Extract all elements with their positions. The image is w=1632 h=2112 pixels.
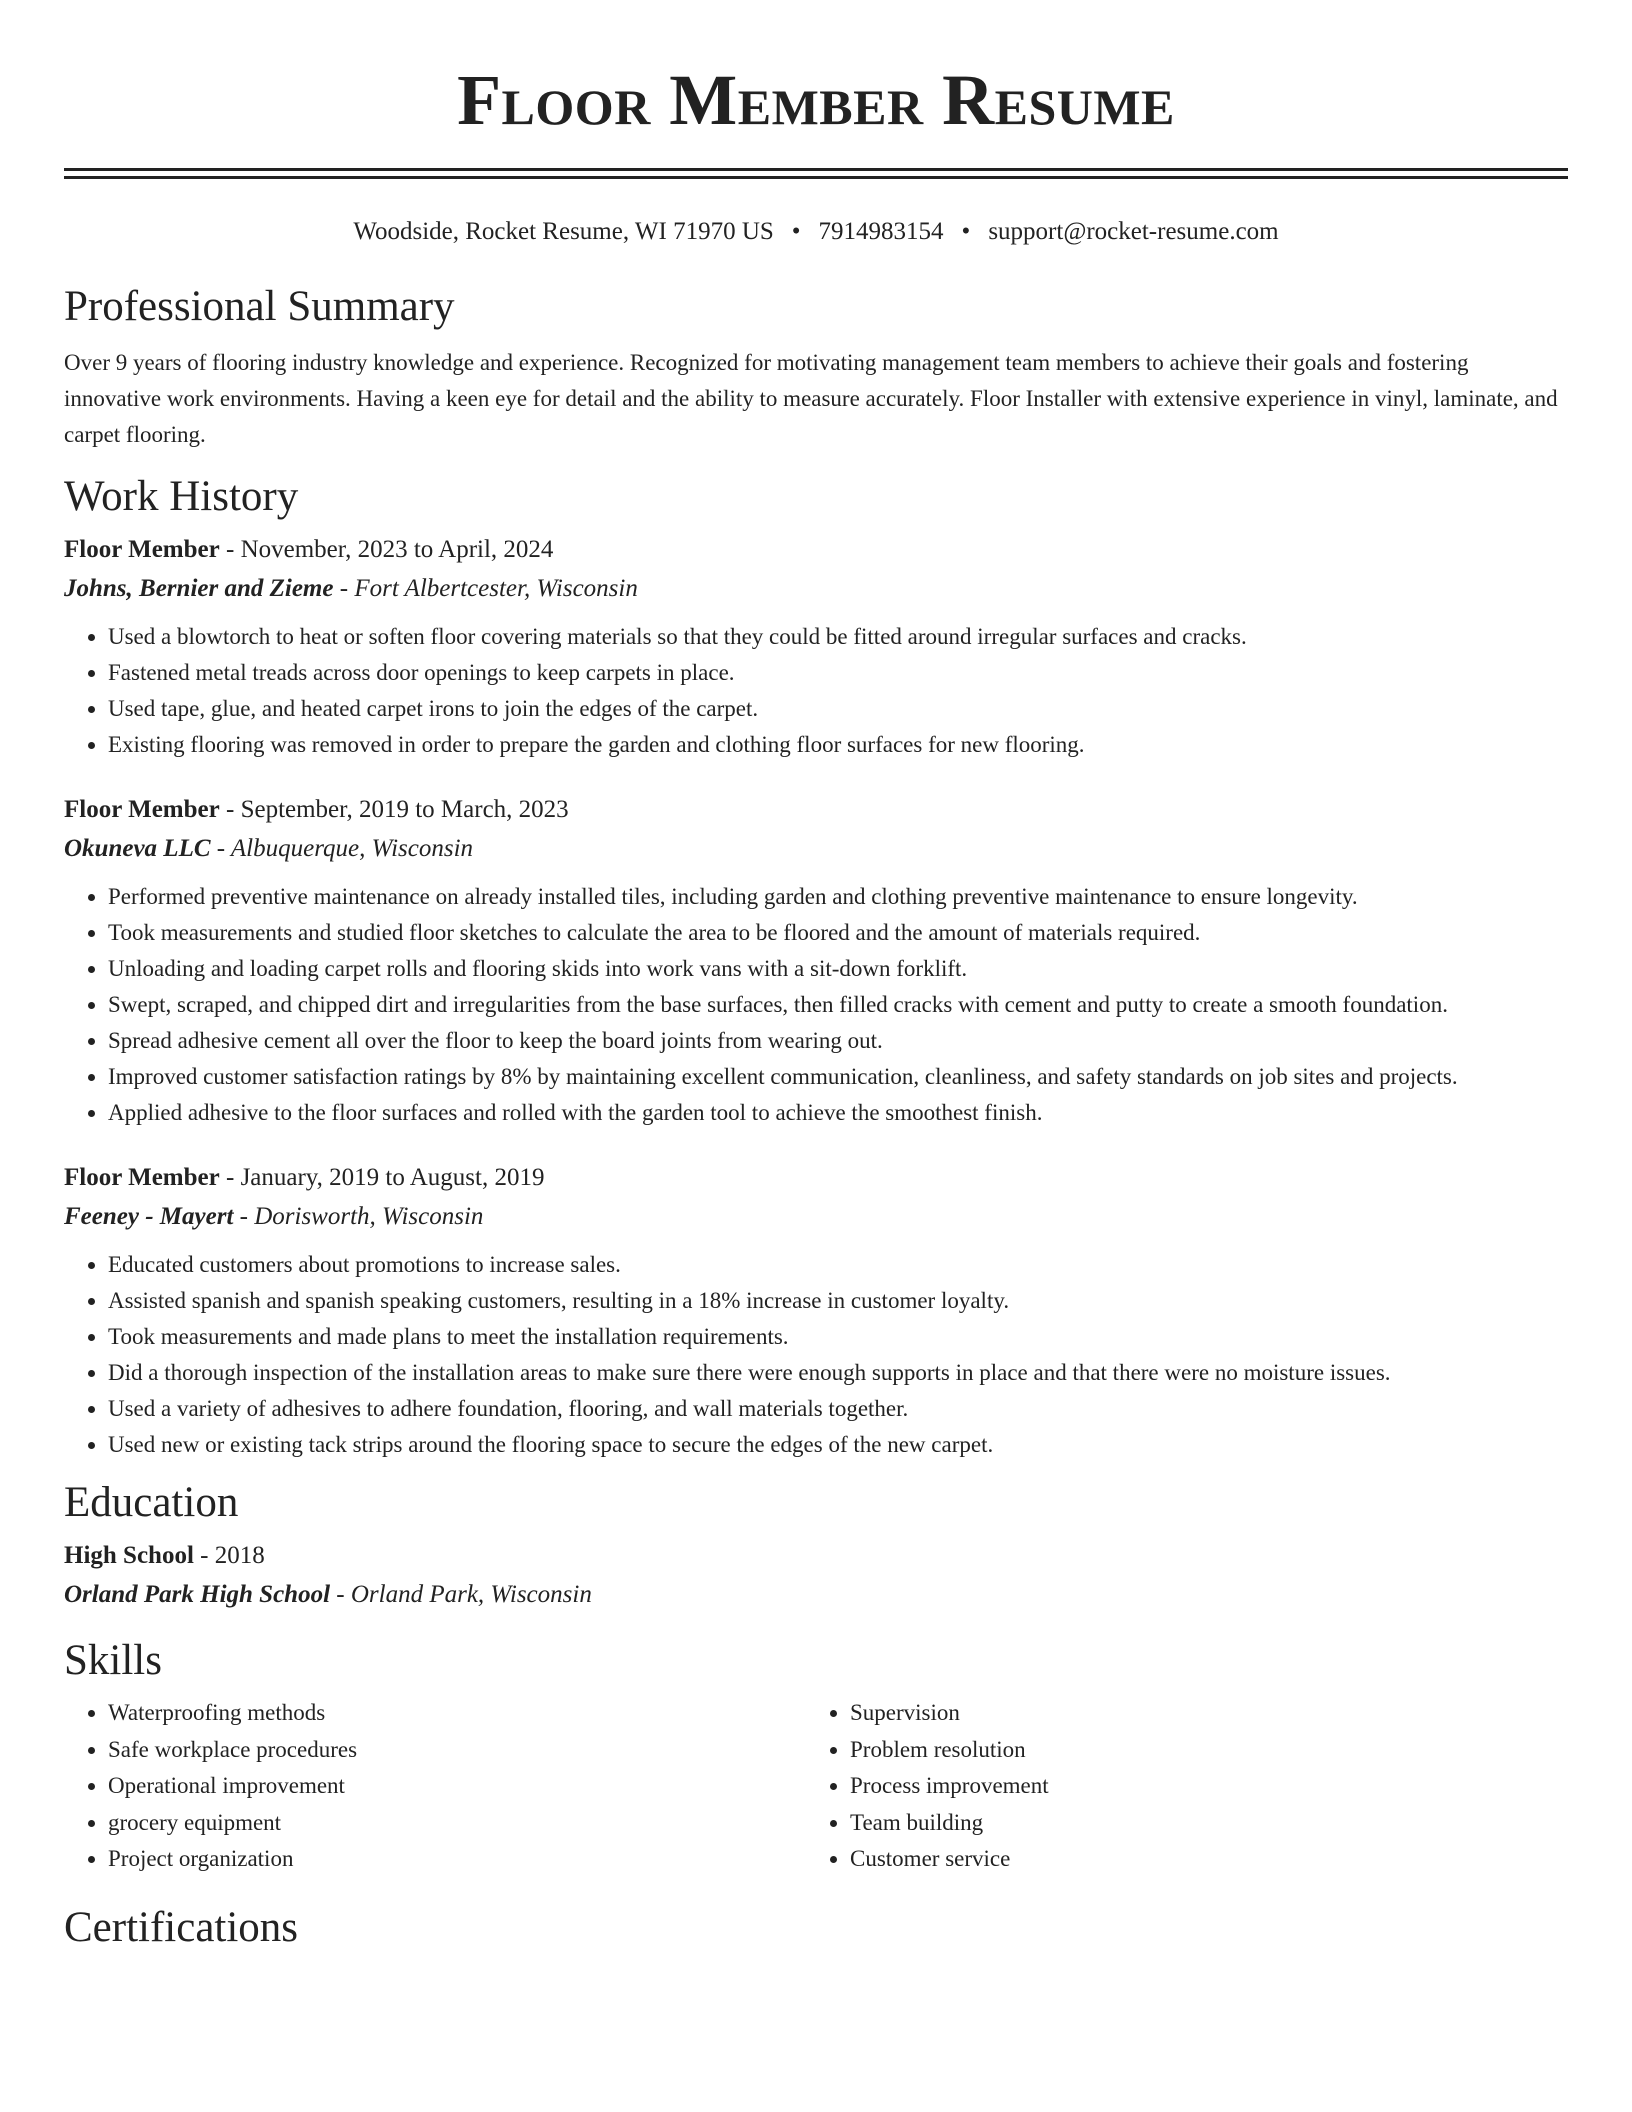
job-bullet: • Swept, scraped, and chipped dirt and irregularities from the base surfaces, then filled cracks with cement and putty to create a smooth foundation. — [108, 987, 1568, 1023]
job-bullet: • Spread adhesive cement all over the floor to keep the board joints from wearing out. — [108, 1023, 1568, 1059]
job-bullet: • Did a thorough inspection of the installation areas to make sure there were enough supports in place and that there were no moisture issues. — [108, 1355, 1568, 1391]
job-bullet: • Improved customer satisfaction ratings by 8% by maintaining excellent communication, cleanliness, and safety standards on job sites and projects. — [108, 1059, 1568, 1095]
education-school: Orland Park High School — [64, 1581, 331, 1608]
skill-item: • Process improvement — [850, 1768, 1548, 1805]
skill-item: • Supervision — [850, 1695, 1548, 1732]
job-dash: - — [333, 575, 355, 602]
job-employer — [64, 831, 1568, 867]
job-company: Johns, Bernier and Zieme — [64, 575, 334, 602]
job-bullet: • Fastened metal treads across door openings to keep carpets in place. — [108, 655, 1568, 691]
job-bullet: • Performed preventive maintenance on already installed tiles, including garden and clothing preventive maintenance to ensure longevity. — [108, 879, 1568, 915]
skills-list-right — [806, 1695, 1548, 1878]
job-bullet-list — [64, 879, 1568, 1131]
job-bullet: • Used a blowtorch to heat or soften floor covering materials so that they could be fitted around irregular surfaces and cracks. — [108, 619, 1568, 655]
contact-line — [64, 217, 1568, 247]
job-entry-1 — [64, 533, 1568, 763]
work-history-heading: Work History — [64, 473, 299, 520]
job-employer — [64, 571, 1568, 607]
education-heading: Education — [64, 1479, 239, 1526]
job-bullet: • Applied adhesive to the floor surfaces and rolled with the garden tool to achieve the smoothest finish. — [108, 1095, 1568, 1131]
summary-text: Over 9 years of flooring industry knowledge and experience. Recognized for motivating management team members to achieve their goals and fostering innovative work environments. Having a keen eye for detail and the ability to measure accurately. Floor Installer with extensive experience in vinyl, laminate, and carpet flooring. — [64, 350, 1558, 447]
skill-item: • Operational improvement — [108, 1768, 806, 1805]
job-dash: - — [219, 796, 241, 823]
skill-item: • Team building — [850, 1805, 1548, 1842]
job-company: Okuneva LLC — [64, 835, 211, 862]
skill-item: • Project organization — [108, 1841, 806, 1878]
job-location: Fort Albertcester, Wisconsin — [354, 575, 638, 602]
job-heading — [64, 533, 1568, 567]
skill-item: • Customer service — [850, 1841, 1548, 1878]
job-bullet: • Unloading and loading carpet rolls and flooring skids into work vans with a sit-down forklift. — [108, 951, 1568, 987]
job-bullet: • Took measurements and made plans to meet the installation requirements. — [108, 1319, 1568, 1355]
job-company: Feeney - Mayert — [64, 1203, 234, 1230]
job-dates: January, 2019 to August, 2019 — [240, 1164, 545, 1191]
job-bullet: • Existing flooring was removed in order to prepare the garden and clothing floor surfaces for new flooring. — [108, 727, 1568, 763]
job-entry-3 — [64, 1161, 1568, 1463]
job-bullet: • Used a variety of adhesives to adhere foundation, flooring, and wall materials together. — [108, 1391, 1568, 1427]
education-year: 2018 — [214, 1542, 265, 1569]
job-bullet-list — [64, 619, 1568, 763]
skill-item: • Waterproofing methods — [108, 1695, 806, 1732]
job-bullet: • Educated customers about promotions to increase sales. — [108, 1247, 1568, 1283]
job-location: Albuquerque, Wisconsin — [230, 835, 474, 862]
certifications-heading: Certifications — [64, 1903, 299, 1951]
job-role: Floor Member — [64, 536, 220, 563]
skill-item: • Problem resolution — [850, 1732, 1548, 1769]
job-role: Floor Member — [64, 796, 220, 823]
summary-heading: Professional Summary — [64, 283, 455, 330]
job-location: Dorisworth, Wisconsin — [254, 1203, 484, 1230]
skill-item: • Safe workplace procedures — [108, 1732, 806, 1769]
education-dash: - — [193, 1542, 215, 1569]
job-bullet: • Used tape, glue, and heated carpet irons to join the edges of the carpet. — [108, 691, 1568, 727]
resume-title: Floor Member Resume — [457, 60, 1175, 140]
skills-list-left — [64, 1695, 806, 1878]
job-dates: September, 2019 to March, 2023 — [240, 796, 569, 823]
skills-grid — [64, 1695, 1568, 1878]
education-entry — [64, 1539, 1568, 1613]
job-dash: - — [233, 1203, 255, 1230]
job-role: Floor Member — [64, 1164, 220, 1191]
contact-email: support@rocket-resume.com — [988, 218, 1279, 245]
education-dash: - — [330, 1581, 351, 1608]
contact-phone: 7914983154 — [818, 218, 944, 245]
job-entry-2 — [64, 793, 1568, 1131]
job-heading — [64, 793, 1568, 827]
education-degree-line — [64, 1539, 1568, 1573]
skill-item: • grocery equipment — [108, 1805, 806, 1842]
job-dash: - — [210, 835, 231, 862]
job-bullet-list — [64, 1247, 1568, 1463]
contact-separator: • — [961, 218, 971, 245]
education-school-line — [64, 1577, 1568, 1613]
job-dates: November, 2023 to April, 2024 — [240, 536, 554, 563]
job-dash: - — [219, 536, 241, 563]
contact-separator: • — [791, 218, 801, 245]
contact-address: Woodside, Rocket Resume, WI 71970 US — [353, 218, 774, 245]
education-degree: High School — [64, 1542, 194, 1569]
job-bullet: • Took measurements and studied floor sketches to calculate the area to be floored and the amount of materials required. — [108, 915, 1568, 951]
education-location: Orland Park, Wisconsin — [350, 1581, 592, 1608]
job-bullet: • Used new or existing tack strips around the flooring space to secure the edges of the new carpet. — [108, 1427, 1568, 1463]
job-heading — [64, 1161, 1568, 1195]
skills-heading: Skills — [64, 1637, 162, 1684]
title-divider — [64, 168, 1568, 179]
job-employer — [64, 1199, 1568, 1235]
job-bullet: • Assisted spanish and spanish speaking customers, resulting in a 18% increase in customer loyalty. — [108, 1283, 1568, 1319]
job-dash: - — [219, 1164, 241, 1191]
